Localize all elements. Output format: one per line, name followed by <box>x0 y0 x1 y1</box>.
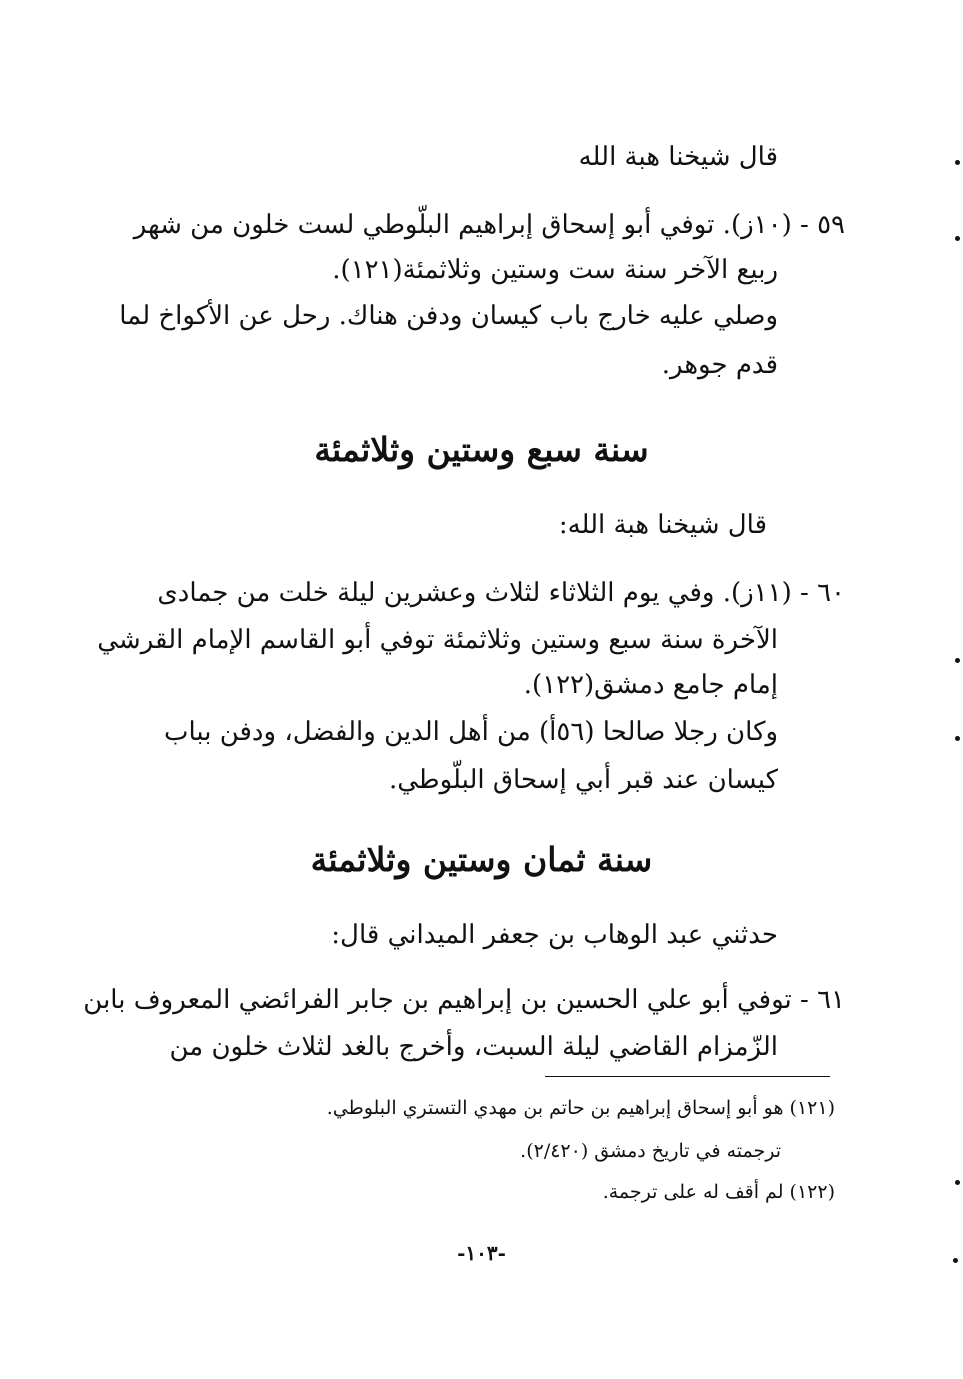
scan-speck-mark <box>955 236 960 241</box>
entry-60-line-5: كيسان عند قبر أبي إسحاق البلّوطي. <box>388 765 778 795</box>
entry-61-line-2: الزّمزام القاضي ليلة السبت، وأخرج بالغد لثلاث خلون من <box>169 1032 778 1062</box>
entry-60-line-2: الآخرة سنة سبع وستين وثلاثمئة توفي أبو القاسم الإمام القرشي <box>97 625 778 655</box>
page-number: -١٠٣- <box>457 1241 506 1265</box>
entry-59-line-3: وصلي عليه خارج باب كيسان ودفن هناك. رحل عن الأكواخ لما <box>119 301 778 331</box>
entry-59-line-1: ٥٩ - (١٠ز). توفي أبو إسحاق إبراهيم البلّوطي لست خلون من شهر <box>133 210 845 240</box>
footnote-divider <box>545 1076 830 1077</box>
year-heading-367: سنة سبع وستين وثلاثمئة <box>314 430 649 469</box>
entry-59-line-2: ربيع الآخر سنة ست وستين وثلاثمئة(١٢١). <box>332 255 778 285</box>
entry-60-line-1: ٦٠ - (١١ز). وفي يوم الثلاثاء لثلاث وعشرين ليلة خلت من جمادى <box>157 578 845 608</box>
intro-line-1: قال شيخنا هبة الله <box>578 142 778 172</box>
year-heading-368: سنة ثمان وستين وثلاثمئة <box>310 840 653 879</box>
intro-line-3: حدثني عبد الوهاب بن جعفر الميداني قال: <box>331 920 778 950</box>
footnote-122: (١٢٢) لم أقف له على ترجمة. <box>602 1181 835 1203</box>
scan-speck-mark <box>955 1180 960 1185</box>
entry-61-line-1: ٦١ - توفي أبو علي الحسين بن إبراهيم بن جابر الفرائضي المعروف بابن <box>83 985 845 1015</box>
scan-speck-mark <box>955 736 960 741</box>
footnote-121-line-1: (١٢١) هو أبو إسحاق إبراهيم بن حاتم بن مهدي التستري البلوطي. <box>326 1097 835 1119</box>
footnote-121-line-2: ترجمته في تاريخ دمشق (٢/٤٢٠). <box>520 1140 781 1162</box>
scan-speck-mark <box>953 1258 958 1263</box>
scan-speck-mark <box>955 658 960 663</box>
entry-60-line-3: إمام جامع دمشق(١٢٢). <box>523 670 778 700</box>
entry-59-line-4: قدم جوهر. <box>661 350 778 380</box>
intro-line-2: قال شيخنا هبة الله: <box>558 510 767 540</box>
scan-speck-mark <box>955 160 960 165</box>
entry-60-line-4: وكان رجلا صالحا (٥٦أ) من أهل الدين والفضل، ودفن بباب <box>163 717 778 747</box>
